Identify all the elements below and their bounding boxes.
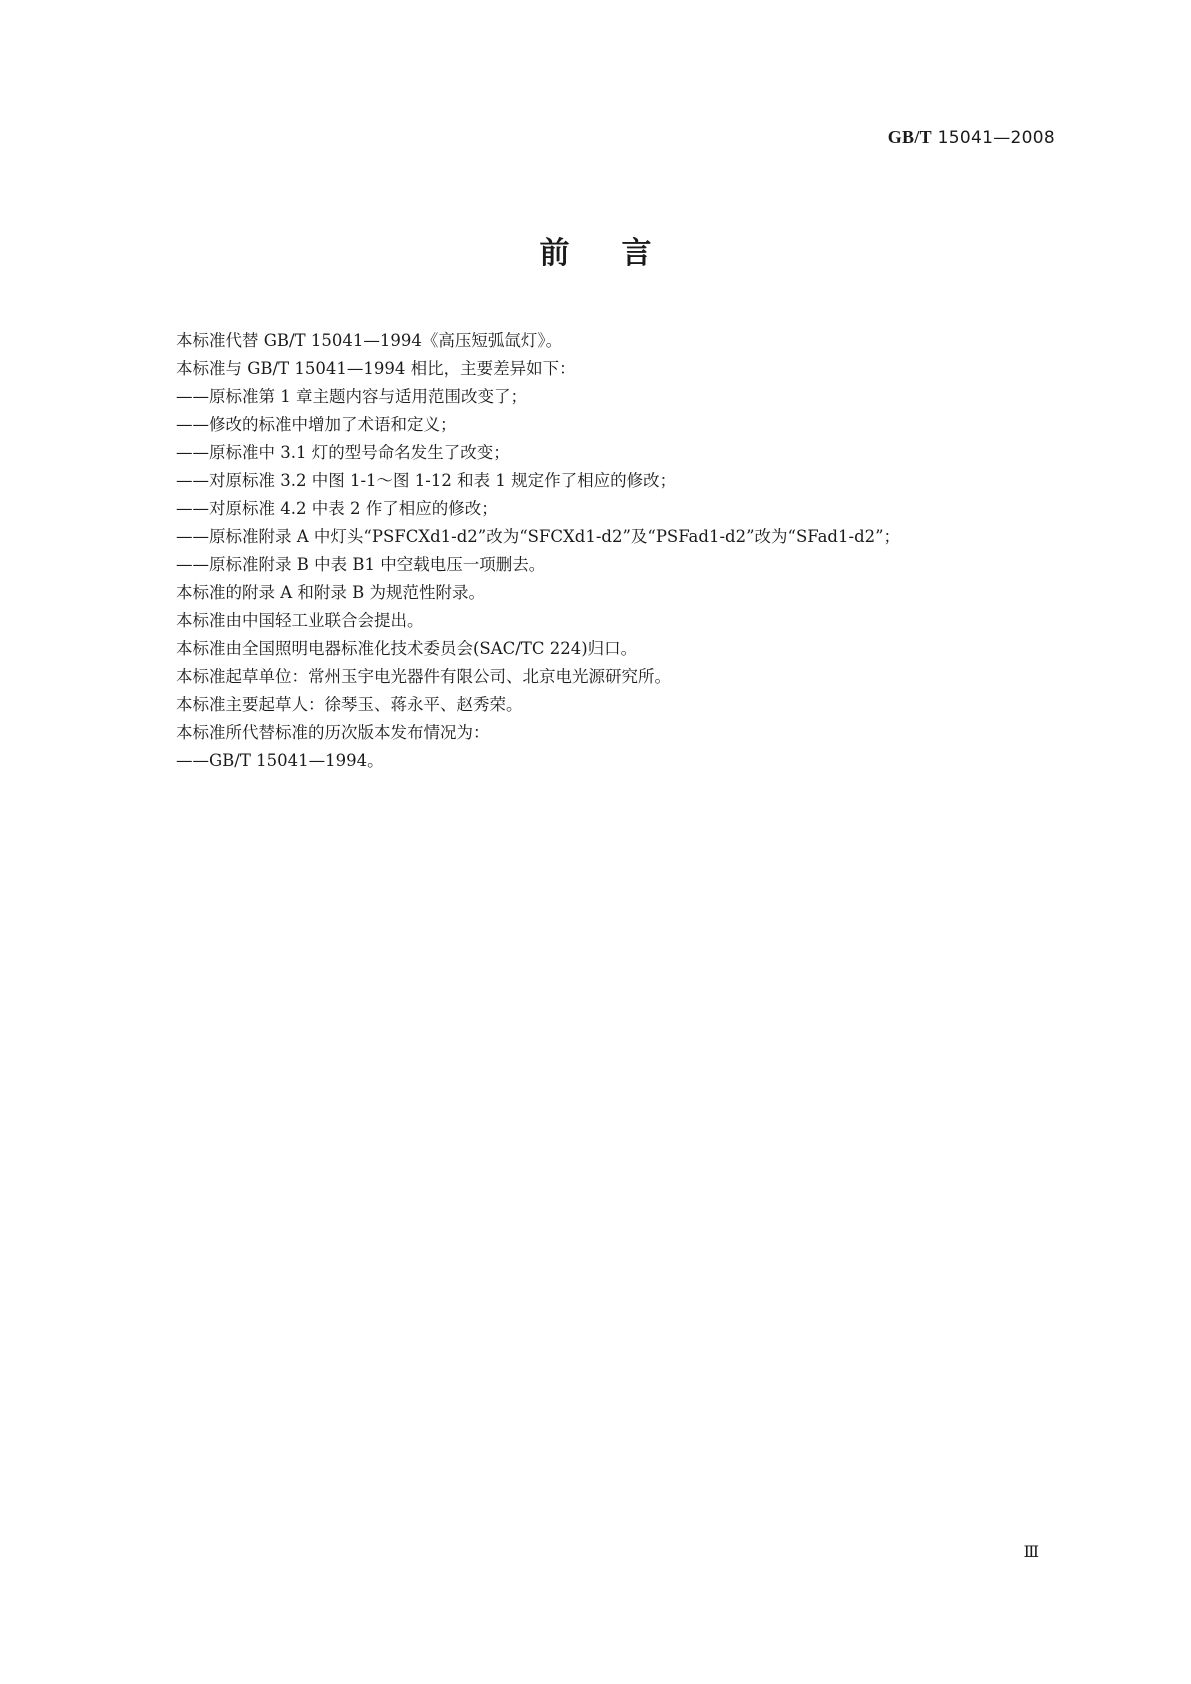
foreword-line: 本标准由全国照明电器标准化技术委员会(SAC/TC 224)归口。 xyxy=(176,639,638,658)
foreword-line: ——GB/T 15041—1994。 xyxy=(176,751,384,770)
foreword-line: 本标准代替 GB/T 15041—1994《高压短弧氙灯》。 xyxy=(176,331,563,350)
foreword-line: ——原标准附录 B 中表 B1 中空载电压一项删去。 xyxy=(176,555,546,574)
standard-code-number: 15041—2008 xyxy=(937,128,1055,148)
foreword-line: 本标准与 GB/T 15041—1994 相比，主要差异如下： xyxy=(176,359,576,378)
page-title: 前言 xyxy=(539,236,704,271)
foreword-line: 本标准主要起草人：徐琴玉、蒋永平、赵秀荣。 xyxy=(176,695,523,714)
foreword-line: 本标准所代替标准的历次版本发布情况为： xyxy=(176,723,490,742)
foreword-line: 本标准的附录 A 和附录 B 为规范性附录。 xyxy=(176,583,486,602)
foreword-line: ——修改的标准中增加了术语和定义； xyxy=(176,415,457,434)
foreword-body xyxy=(176,327,1056,775)
foreword-line: 本标准起草单位：常州玉宇电光器件有限公司、北京电光源研究所。 xyxy=(176,667,671,686)
foreword-line: 本标准由中国轻工业联合会提出。 xyxy=(176,611,424,630)
page-number: Ⅲ xyxy=(1023,1544,1039,1561)
foreword-line: ——对原标准 3.2 中图 1-1～图 1-12 和表 1 规定作了相应的修改； xyxy=(176,471,677,490)
standard-code xyxy=(888,127,1055,148)
foreword-line: ——原标准附录 A 中灯头“PSFCXd1-d2”改为“SFCXd1-d2”及“PSFad1-d2”改为“SFad1-d2”； xyxy=(176,527,901,546)
foreword-line: ——对原标准 4.2 中表 2 作了相应的修改； xyxy=(176,499,498,518)
foreword-line: ——原标准中 3.1 灯的型号命名发生了改变； xyxy=(176,443,510,462)
standard-code-prefix: GB/T xyxy=(887,127,932,147)
foreword-line: ——原标准第 1 章主题内容与适用范围改变了； xyxy=(176,387,527,406)
